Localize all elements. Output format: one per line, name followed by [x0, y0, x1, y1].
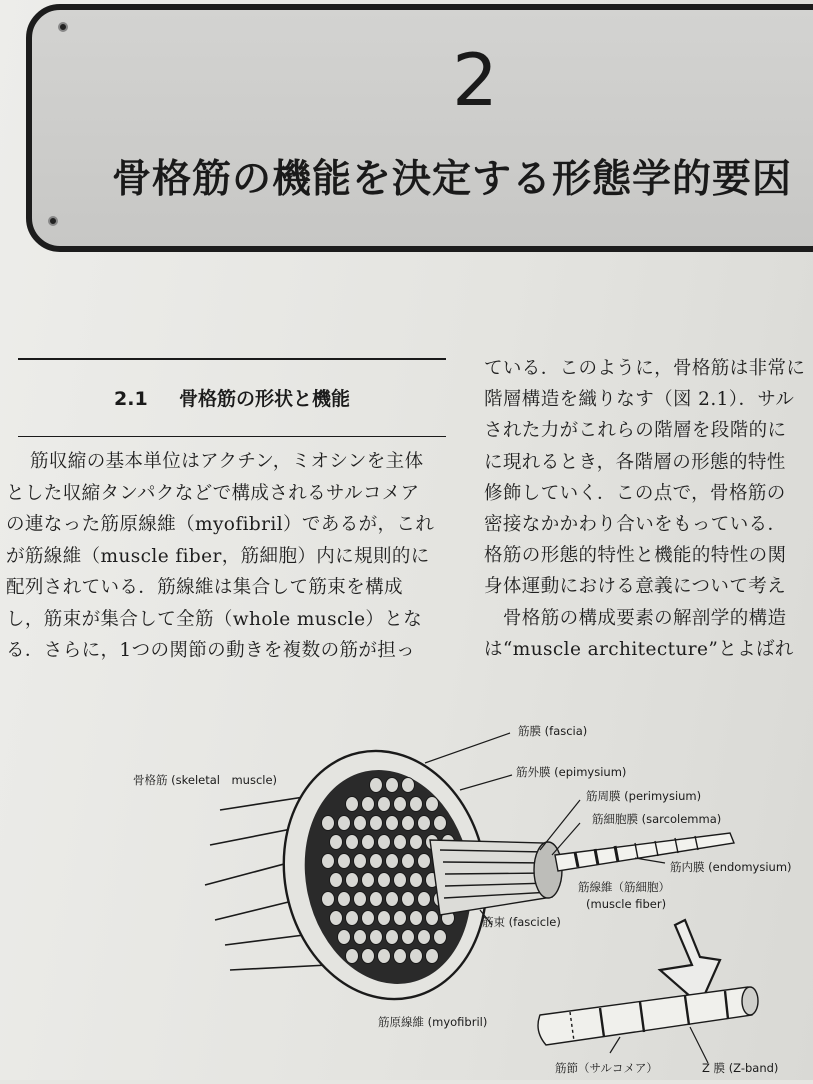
fascicle-cell — [394, 949, 407, 964]
text-line: が筋線維（muscle fiber，筋細胞）内に規則的に — [6, 545, 430, 567]
fascicle-cell — [338, 816, 351, 831]
text-line: 筋収縮の基本単位はアクチン，ミオシンを主体 — [30, 451, 424, 472]
fascicle-cell — [402, 930, 415, 945]
fascicle-cell — [410, 835, 423, 850]
section-title: 骨格筋の形状と機能 — [178, 388, 350, 410]
fascicle-cell — [362, 797, 375, 812]
fascicle-cell — [386, 778, 399, 793]
label-z-band: Z 膜 (Z-band) — [702, 1061, 779, 1075]
label-skeletal-muscle: 骨格筋 (skeletal muscle) — [133, 773, 278, 787]
fascicle-cell — [362, 949, 375, 964]
fascicle-cell — [370, 854, 383, 869]
fascicle-cell — [322, 854, 335, 869]
chapter-number: 2 — [452, 38, 498, 122]
fascicle-cell — [346, 949, 359, 964]
text-line: 階層構造を織りなす（図 2.1）．サル — [484, 389, 795, 411]
section-rule-bottom — [18, 436, 446, 437]
chapter-header-box — [26, 4, 813, 252]
text-line: 密接なかかわり合いをもっている． — [484, 514, 787, 536]
rivet-icon — [48, 216, 58, 226]
fascicle-cell — [346, 835, 359, 850]
fascicle-cell — [402, 854, 415, 869]
text-line: る．さらに，1つの関節の動きを複数の筋が担っ — [6, 640, 416, 661]
text-line: 骨格筋の構成要素の解剖学的構造 — [484, 607, 787, 629]
fascicle-cell — [370, 778, 383, 793]
fascicle-cell — [330, 873, 343, 888]
fascicle-cell — [394, 873, 407, 888]
fascicle-cell — [362, 873, 375, 888]
text-line: は“muscle architecture”とよばれ — [484, 638, 794, 660]
section-heading — [18, 384, 446, 411]
fascicle-cell — [378, 873, 391, 888]
left-column-text — [6, 446, 450, 667]
fascicle-cell — [402, 778, 415, 793]
fascicle-cell — [410, 949, 423, 964]
fascicle-cell — [378, 835, 391, 850]
fascicle-cell — [354, 930, 367, 945]
fascicle-cell — [386, 930, 399, 945]
fascicle-cell — [346, 873, 359, 888]
label-perimysium: 筋周膜 (perimysium) — [586, 789, 702, 803]
text-line: に現れるとき，各階層の形態的特性 — [484, 451, 786, 473]
fascicle-cell — [370, 892, 383, 907]
fascicle-cell — [426, 911, 439, 926]
fascicle-cell — [338, 854, 351, 869]
fascicle-cell — [410, 873, 423, 888]
fascicle-cell — [354, 892, 367, 907]
fascicle-cell — [426, 949, 439, 964]
fascicle-cell — [426, 797, 439, 812]
label-muscle-fiber-jp: 筋線維（筋細胞） — [578, 880, 670, 894]
fascicle-cell — [418, 854, 431, 869]
label-sarcolemma: 筋細胞膜 (sarcolemma) — [592, 812, 722, 826]
label-sarcomere: 筋節（サルコメア） — [555, 1061, 658, 1075]
fascicle-cell — [434, 816, 447, 831]
text-line: の連なった筋原線維（myofibril）であるが，これ — [6, 514, 435, 535]
label-epimysium: 筋外膜 (epimysium) — [516, 765, 627, 779]
fascicle-cell — [378, 911, 391, 926]
right-column-text — [484, 353, 813, 665]
fascicle-cell — [330, 835, 343, 850]
fascicle-cell — [386, 816, 399, 831]
fascicle-cell — [338, 892, 351, 907]
fascicle-cell — [330, 911, 343, 926]
text-line: し，筋束が集合して全筋（whole muscle）とな — [6, 608, 423, 630]
fascicle-cell — [418, 892, 431, 907]
muscle-structure-figure — [100, 715, 813, 1080]
text-line: 修飾していく．この点で，骨格筋の — [484, 482, 786, 504]
fascicle-cell — [410, 911, 423, 926]
text-line: 格筋の形態的特性と機能的特性の関 — [484, 545, 787, 567]
fascicle-cell — [394, 911, 407, 926]
fascicle-cell — [322, 892, 335, 907]
fascicle-cell — [354, 854, 367, 869]
rivet-icon — [58, 22, 68, 32]
text-line: 身体運動における意義について考え — [484, 576, 787, 598]
fascicle-cell — [322, 816, 335, 831]
fascicle-cell — [394, 797, 407, 812]
label-fascia: 筋膜 (fascia) — [518, 724, 588, 738]
fascicle-cell — [402, 816, 415, 831]
fascicle-cell — [354, 816, 367, 831]
fascicle-cell — [418, 816, 431, 831]
fascicle-cell — [402, 892, 415, 907]
fascicle-cell — [418, 930, 431, 945]
fascicle-cell — [370, 930, 383, 945]
section-number: 2.1 — [114, 388, 148, 410]
fascicle-cell — [386, 854, 399, 869]
label-fascicle: 筋束 (fascicle) — [482, 915, 561, 929]
fascicle-cell — [386, 892, 399, 907]
fascicle-cell — [362, 835, 375, 850]
text-line: とした収縮タンパクなどで構成されるサルコメア — [6, 482, 420, 504]
chapter-title: 骨格筋の機能を決定する形態学的要因 — [112, 157, 793, 202]
fascicle-cell — [346, 911, 359, 926]
fascicle-cell — [338, 930, 351, 945]
fascicle-cell — [362, 911, 375, 926]
label-muscle-fiber-en: (muscle fiber) — [586, 897, 667, 911]
label-endomysium: 筋内膜 (endomysium) — [670, 860, 792, 874]
text-line: 配列されている．筋線維は集合して筋束を構成 — [6, 577, 403, 598]
text-line: ている．このように，骨格筋は非常に — [484, 358, 806, 379]
fascicle-cell — [394, 835, 407, 850]
text-line: された力がこれらの階層を段階的に — [484, 420, 787, 442]
fascicle-cell — [346, 797, 359, 812]
label-myofibril: 筋原線維 (myofibril) — [378, 1015, 488, 1029]
fascicle-cell — [378, 797, 391, 812]
fascicle-cell — [434, 930, 447, 945]
section-rule-top — [18, 358, 446, 360]
fascicle-cell — [370, 816, 383, 831]
fascicle-cell — [378, 949, 391, 964]
fascicle-cell — [410, 797, 423, 812]
